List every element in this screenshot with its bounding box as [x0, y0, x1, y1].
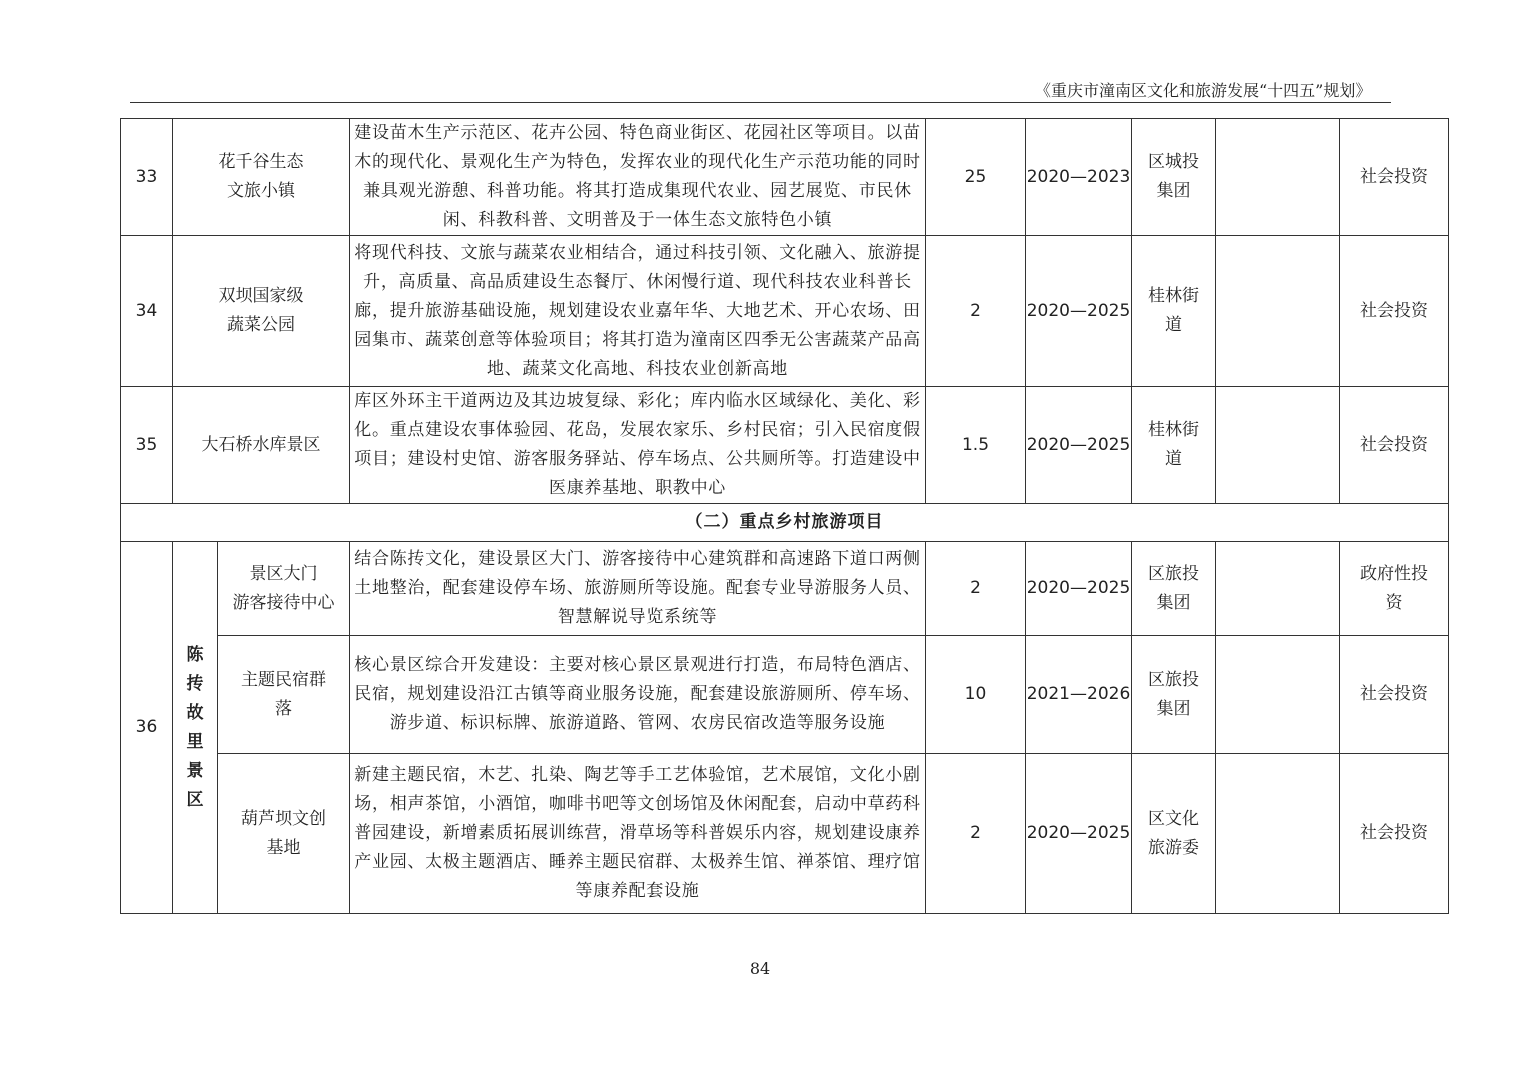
funding-source: 社会投资: [1340, 236, 1449, 387]
investment-amount: 10: [926, 636, 1026, 754]
construction-period: 2020—2025: [1026, 542, 1132, 636]
header-divider: [130, 102, 1391, 103]
responsible-unit: 桂林街 道: [1132, 387, 1216, 504]
row-number: 34: [121, 236, 173, 387]
row-number: 35: [121, 387, 173, 504]
responsible-unit: 区文化 旅游委: [1132, 754, 1216, 914]
project-description: 结合陈抟文化，建设景区大门、游客接待中心建筑群和高速路下道口两侧土地整治，配套建设停车场、旅游厕所等设施。配套专业导游服务人员、智慧解说导览系统等: [350, 542, 926, 636]
project-description: 核心景区综合开发建设：主要对核心景区景观进行打造，布局特色酒店、民宿，规划建设沿江古镇等商业服务设施，配套建设旅游厕所、停车场、游步道、标识标牌、旅游道路、管网、农房民宿改造等服务设施: [350, 636, 926, 754]
blank-cell: [1216, 387, 1340, 504]
funding-source: 社会投资: [1340, 636, 1449, 754]
section-row: [121, 504, 1449, 542]
project-description: 新建主题民宿，木艺、扎染、陶艺等手工艺体验馆，艺术展馆，文化小剧场，相声茶馆，小酒馆，咖啡书吧等文创场馆及休闲配套，启动中草药科普园建设，新增素质拓展训练营，滑草场等科普娱乐内容，规划建设康养产业园、太极主题酒店、睡养主题民宿群、太极养生馆、禅茶馆、理疗馆等康养配套设施: [350, 754, 926, 914]
investment-amount: 2: [926, 236, 1026, 387]
scenic-area-name-text: 陈抟故里景区: [186, 644, 204, 810]
investment-amount: 2: [926, 754, 1026, 914]
blank-cell: [1216, 754, 1340, 914]
investment-amount: 25: [926, 119, 1026, 236]
funding-source: 政府性投 资: [1340, 542, 1449, 636]
page-number: 84: [749, 959, 771, 978]
sub-project-name: 主题民宿群 落: [218, 636, 350, 754]
table-row: [121, 236, 1449, 387]
responsible-unit: 区旅投 集团: [1132, 542, 1216, 636]
project-name: 双坝国家级 蔬菜公园: [173, 236, 350, 387]
blank-cell: [1216, 636, 1340, 754]
project-description: 将现代科技、文旅与蔬菜农业相结合，通过科技引领、文化融入、旅游提升，高质量、高品质建设生态餐厅、休闲慢行道、现代科技农业科普长廊，提升旅游基础设施，规划建设农业嘉年华、大地艺术、开心农场、田园集市、蔬菜创意等体验项目；将其打造为潼南区四季无公害蔬菜产品高地、蔬菜文化高地、科技农业创新高地: [350, 236, 926, 387]
construction-period: 2021—2026: [1026, 636, 1132, 754]
table-row: [121, 754, 1449, 914]
project-name: 大石桥水库景区: [173, 387, 350, 504]
blank-cell: [1216, 542, 1340, 636]
project-name: 花千谷生态 文旅小镇: [173, 119, 350, 236]
investment-amount: 2: [926, 542, 1026, 636]
funding-source: 社会投资: [1340, 119, 1449, 236]
table-row: [121, 387, 1449, 504]
document-header-title: 《重庆市潼南区文化和旅游发展“十四五”规划》: [1035, 81, 1372, 100]
scenic-area-name: [173, 542, 218, 914]
funding-source: 社会投资: [1340, 754, 1449, 914]
table-row: [121, 542, 1449, 636]
construction-period: 2020—2025: [1026, 387, 1132, 504]
row-number: 36: [121, 542, 173, 914]
sub-project-name: 景区大门 游客接待中心: [218, 542, 350, 636]
row-number: 33: [121, 119, 173, 236]
project-description: 库区外环主干道两边及其边坡复绿、彩化；库内临水区域绿化、美化、彩化。重点建设农事体验园、花岛，发展农家乐、乡村民宿；引入民宿度假项目；建设村史馆、游客服务驿站、停车场点、公共厕所等。打造建设中医康养基地、职教中心: [350, 387, 926, 504]
construction-period: 2020—2025: [1026, 754, 1132, 914]
table-row: [121, 119, 1449, 236]
blank-cell: [1216, 236, 1340, 387]
project-table: [120, 118, 1449, 914]
responsible-unit: 区旅投 集团: [1132, 636, 1216, 754]
responsible-unit: 区城投 集团: [1132, 119, 1216, 236]
construction-period: 2020—2023: [1026, 119, 1132, 236]
responsible-unit: 桂林街 道: [1132, 236, 1216, 387]
investment-amount: 1.5: [926, 387, 1026, 504]
funding-source: 社会投资: [1340, 387, 1449, 504]
section-heading: （二）重点乡村旅游项目: [121, 504, 1449, 542]
blank-cell: [1216, 119, 1340, 236]
table-row: [121, 636, 1449, 754]
sub-project-name: 葫芦坝文创 基地: [218, 754, 350, 914]
project-description: 建设苗木生产示范区、花卉公园、特色商业街区、花园社区等项目。以苗木的现代化、景观化生产为特色，发挥农业的现代化生产示范功能的同时兼具观光游憩、科普功能。将其打造成集现代农业、园艺展览、市民休闲、科教科普、文明普及于一体生态文旅特色小镇: [350, 119, 926, 236]
construction-period: 2020—2025: [1026, 236, 1132, 387]
